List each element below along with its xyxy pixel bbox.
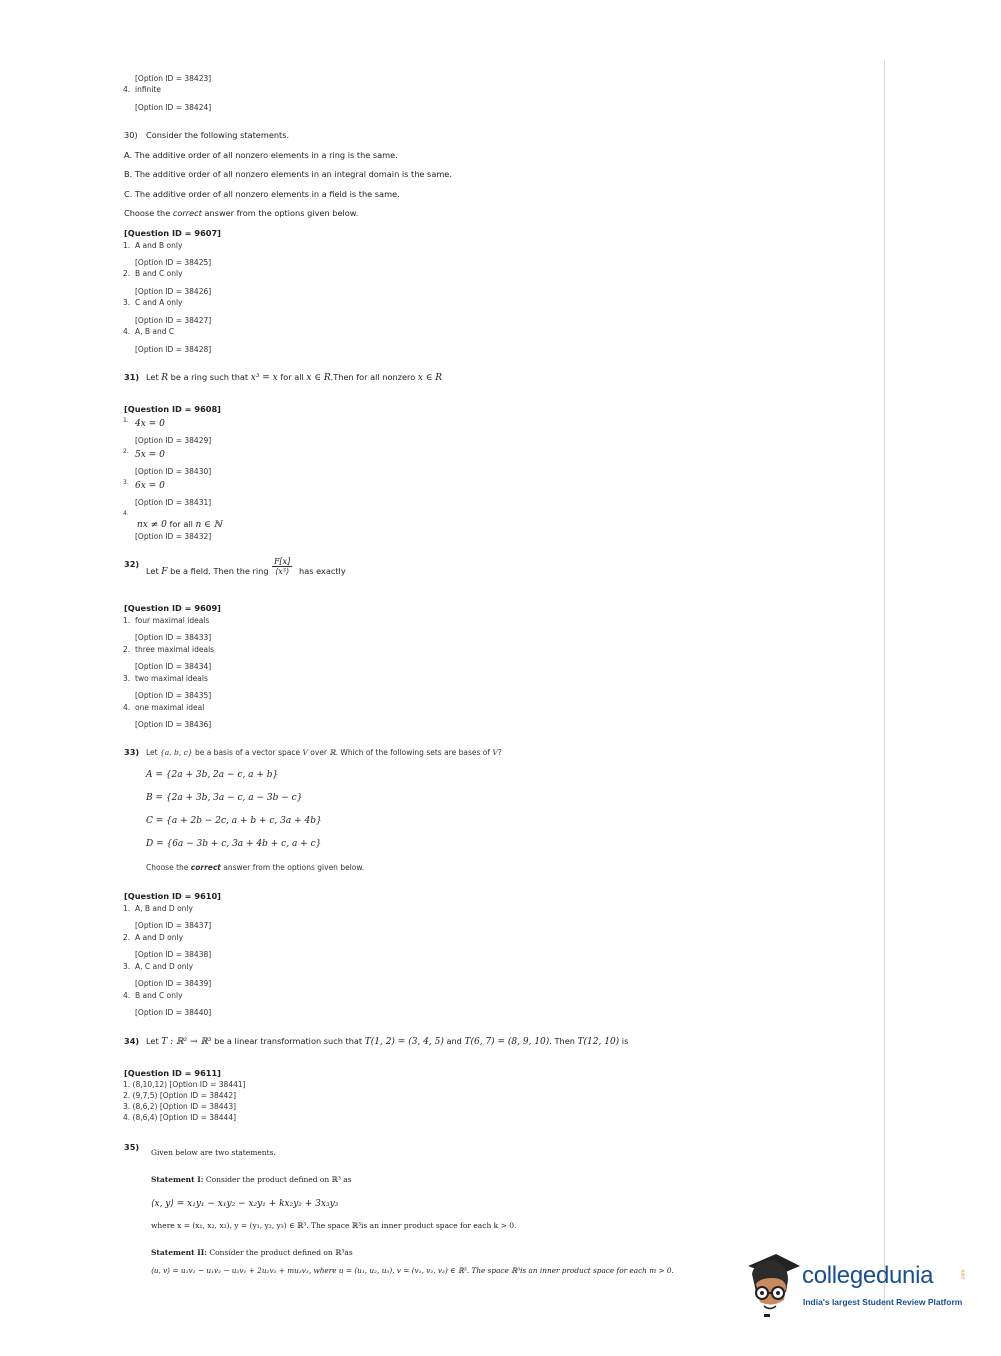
q34-option1: 1. (8,10,12) [Option ID = 38441] <box>123 1080 246 1089</box>
q32-option3-num: 3. <box>123 674 131 683</box>
q29-option4-text: infinite <box>135 85 161 94</box>
q30-option4-text: A, B and C <box>135 327 175 336</box>
q34-option2: 2. (9,7,5) [Option ID = 38442] <box>123 1091 237 1100</box>
q31-option1-id: [Option ID = 38429] <box>135 436 212 445</box>
page-margin-line <box>884 60 885 1310</box>
q32-question-id: [Question ID = 9609] <box>124 603 221 613</box>
q31-option4-text: nx ≠ 0 for all n ∈ ℕ <box>137 519 222 530</box>
q32-option2-id: [Option ID = 38434] <box>135 662 212 671</box>
q31-option2-num: 2. <box>123 448 129 455</box>
q32-text-end: has exactly <box>299 566 346 576</box>
q31-option3-id: [Option ID = 38431] <box>135 498 212 507</box>
q30-option4-num: 4. <box>123 327 131 336</box>
logo-tagline: India's largest Student Review Platform <box>803 1297 963 1307</box>
q35-intro: Given below are two statements. <box>151 1148 276 1157</box>
q30-option4-id: [Option ID = 38428] <box>135 345 212 354</box>
logo-com: .com <box>960 1269 967 1281</box>
q30-choose-line: Choose the correct answer from the options given below. <box>124 208 359 218</box>
q35-statement-1-formula: ⟨x, y⟩ = x₁y₁ − x₁y₂ − x₂y₁ + kx₂y₂ + 3x₃y₃ <box>151 1199 339 1209</box>
q30-text: Consider the following statements. <box>146 130 290 140</box>
q33-text: Let {a, b, c} be a basis of a vector space V over ℝ. Which of the following sets are bases of V? <box>146 748 502 757</box>
q31-option1-num: 1. <box>123 417 129 424</box>
q33-set-a: A = {2a + 3b, 2a − c, a + b} <box>146 770 279 780</box>
q30-option2-id: [Option ID = 38426] <box>135 287 212 296</box>
q30-number: 30) <box>124 130 138 140</box>
q34-number: 34) <box>124 1036 140 1046</box>
q31-text: Let R be a ring such that x³ = x for all x ∈ R.Then for all nonzero x ∈ R <box>146 372 443 383</box>
q30-question-id: [Question ID = 9607] <box>124 228 221 238</box>
q31-option4-id: [Option ID = 38432] <box>135 532 212 541</box>
q29-option3-id: [Option ID = 38423] <box>135 74 212 83</box>
q34-option3: 3. (8,6,2) [Option ID = 38443] <box>123 1102 237 1111</box>
q31-option3-num: 3. <box>123 479 129 486</box>
q30-option2-num: 2. <box>123 269 131 278</box>
q31-option1-math: 4x = 0 <box>135 419 165 429</box>
q32-option2-text: three maximal ideals <box>135 645 215 654</box>
q35-statement-1-where: where x = (x₁, x₂, x₃), y = (y₁, y₂, y₃) ∈ ℝ³. The space ℝ³is an inner product space for each k > 0. <box>151 1221 517 1230</box>
q33-number: 33) <box>124 747 140 757</box>
q31-number: 31) <box>124 372 140 382</box>
q33-option4-text: B and C only <box>135 991 183 1000</box>
q30-option1-text: A and B only <box>135 241 183 250</box>
q33-set-d: D = {6a − 3b + c, 3a + 4b + c, a + c} <box>146 839 322 849</box>
q32-option4-text: one maximal ideal <box>135 703 205 712</box>
q32-text: Let F be a field. Then the ring <box>146 566 269 577</box>
q31-option3-math: 6x = 0 <box>135 481 165 491</box>
q33-option3-id: [Option ID = 38439] <box>135 979 212 988</box>
q33-option2-id: [Option ID = 38438] <box>135 950 212 959</box>
q33-option3-text: A, C and D only <box>135 962 194 971</box>
q30-option1-num: 1. <box>123 241 131 250</box>
q31-option2-math: 5x = 0 <box>135 450 165 460</box>
q30-option1-id: [Option ID = 38425] <box>135 258 212 267</box>
q33-question-id: [Question ID = 9610] <box>124 891 221 901</box>
q32-option4-num: 4. <box>123 703 131 712</box>
q33-option3-num: 3. <box>123 962 131 971</box>
q33-option4-num: 4. <box>123 991 131 1000</box>
q32-option3-id: [Option ID = 38435] <box>135 691 212 700</box>
q33-set-c: C = {a + 2b − 2c, a + b + c, 3a + 4b} <box>146 816 322 826</box>
q33-option1-id: [Option ID = 38437] <box>135 921 212 930</box>
q32-option3-text: two maximal ideals <box>135 674 208 683</box>
q33-option1-num: 1. <box>123 904 131 913</box>
q35-statement-2-header: Statement II: Consider the product defined on ℝ³as <box>151 1248 353 1257</box>
q32-option1-id: [Option ID = 38433] <box>135 633 212 642</box>
q32-option1-text: four maximal ideals <box>135 616 210 625</box>
q32-option4-id: [Option ID = 38436] <box>135 720 212 729</box>
q30-statement-c: C. The additive order of all nonzero elements in a field is the same. <box>124 189 400 199</box>
q33-option2-num: 2. <box>123 933 131 942</box>
q29-option4-num: 4. <box>123 85 131 94</box>
q32-fraction: $\frac{F[x]}{\text{⟨x³⟩}}$ <box>274 557 291 576</box>
q30-option2-text: B and C only <box>135 269 183 278</box>
q33-option2-text: A and D only <box>135 933 184 942</box>
q33-option4-id: [Option ID = 38440] <box>135 1008 212 1017</box>
q30-statement-a: A. The additive order of all nonzero elements in a ring is the same. <box>124 150 398 160</box>
q34-option4: 4. (8,6,4) [Option ID = 38444] <box>123 1113 237 1122</box>
q35-number: 35) <box>124 1142 140 1152</box>
q33-option1-text: A, B and D only <box>135 904 193 913</box>
q31-option4-num: 4. <box>123 510 129 517</box>
q31-question-id: [Question ID = 9608] <box>124 404 221 414</box>
q31-option2-id: [Option ID = 38430] <box>135 467 212 476</box>
q34-question-id: [Question ID = 9611] <box>124 1068 221 1078</box>
q30-option3-text: C and A only <box>135 298 183 307</box>
mascot-icon <box>742 1248 804 1323</box>
q30-statement-b: B. The additive order of all nonzero elements in an integral domain is the same. <box>124 169 452 179</box>
q29-option4-id: [Option ID = 38424] <box>135 103 212 112</box>
q35-statement-2-formula: ⟨u, v⟩ = u₁v₁ − u₁v₂ − u₂v₁ + 2u₂v₂ + mu₃v₃, where u = (u₁, u₂, u₃), v = (v₁, v₂, v₃) ∈ ℝ³. The space ℝ³is an inner product space for each m > 0. <box>151 1266 674 1275</box>
q35-statement-1-header: Statement I: Consider the product defined on ℝ³ as <box>151 1175 352 1184</box>
q32-option1-num: 1. <box>123 616 131 625</box>
q33-choose-line: Choose the correct answer from the options given below. <box>146 863 365 872</box>
q30-option3-num: 3. <box>123 298 131 307</box>
q33-set-b: B = {2a + 3b, 3a − c, a − 3b − c} <box>146 793 303 803</box>
logo-wordmark: collegedunia <box>802 1262 934 1289</box>
q30-option3-id: [Option ID = 38427] <box>135 316 212 325</box>
q32-number: 32) <box>124 559 140 569</box>
q32-option2-num: 2. <box>123 645 131 654</box>
q34-text: Let T : ℝ² → ℝ³ be a linear transformation such that T(1, 2) = (3, 4, 5) and T(6, 7) = (8, 9, 10). Then T(12, 10) is <box>146 1036 629 1047</box>
